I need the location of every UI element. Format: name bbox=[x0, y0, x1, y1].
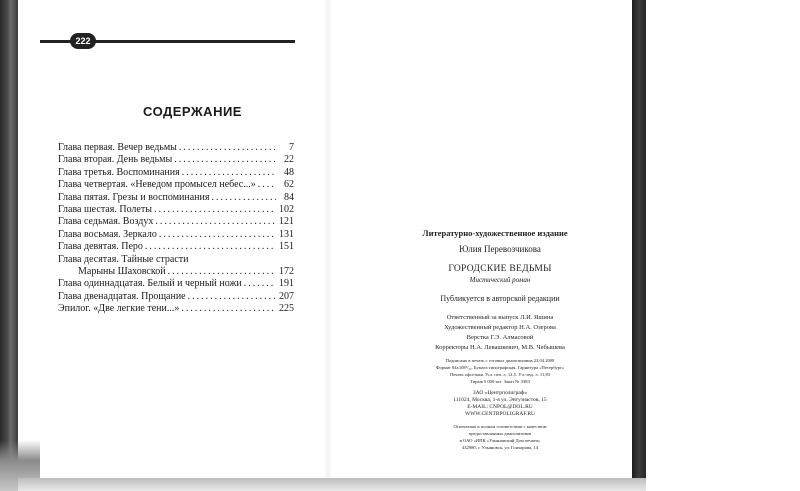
toc-leader-dots bbox=[211, 192, 276, 204]
toc-entry bbox=[58, 192, 294, 204]
toc-entry-page: 207 bbox=[279, 290, 294, 302]
toc-entry-page: 22 bbox=[284, 154, 294, 166]
toc-entry-page: 48 bbox=[284, 166, 294, 178]
imprint-publisher-line: 111024, Москва, 1-я ул. Энтузиастов, 15 bbox=[453, 397, 547, 403]
toc-entry bbox=[58, 179, 294, 191]
toc-leader-dots bbox=[174, 154, 276, 166]
imprint-printer-line: 432980, г. Ульяновск, ул. Гончарова, 14 bbox=[461, 445, 539, 450]
page-number: 222 bbox=[70, 33, 96, 49]
toc-entry bbox=[58, 241, 294, 253]
page-bottom-edge bbox=[18, 478, 646, 491]
toc-title: СОДЕРЖАНИЕ bbox=[143, 104, 242, 119]
toc-leader-dots bbox=[168, 266, 276, 278]
imprint-printer-line: Отпечатано в полном соответствии с качеством bbox=[453, 424, 547, 429]
toc-entry-label: Глава шестая. Полеты bbox=[58, 204, 152, 216]
toc-entry-page: 84 bbox=[284, 191, 294, 203]
imprint-publisher-line: WWW.CENTRPOLIGRAF.RU bbox=[465, 411, 535, 417]
imprint-book-title: ГОРОДСКИЕ ВЕДЬМЫ bbox=[448, 264, 552, 274]
background-right bbox=[638, 0, 800, 491]
toc-entry-page: 172 bbox=[279, 266, 294, 278]
imprint-staff-line: Корректоры Н.А. Левашкевич, М.В. Чебышева bbox=[435, 344, 565, 351]
imprint-printer-line: предоставленных диапозитивов bbox=[468, 431, 532, 436]
imprint-publisher-line: ЗАО «Центрполиграф» bbox=[472, 390, 528, 396]
imprint-subtitle: Мистический роман bbox=[469, 276, 531, 284]
imprint-author: Юлия Перевозчикова bbox=[459, 244, 541, 254]
imprint-print-line: Печать офсетная. Усл. печ. л. 12,5. Уч.-изд. л. 11,83 bbox=[449, 372, 551, 377]
imprint-genre: Литературно-художественное издание bbox=[422, 228, 568, 238]
toc-leader-dots bbox=[155, 216, 276, 228]
toc-entry-page: 225 bbox=[279, 303, 294, 315]
book-gutter bbox=[324, 0, 332, 478]
toc-entry-label: Глава первая. Вечер ведьмы bbox=[58, 142, 177, 153]
imprint-staff-line: Ответственный за выпуск Л.И. Яшина bbox=[446, 314, 554, 321]
toc-entry bbox=[58, 278, 294, 290]
imprint-print-line: Подписано в печать с готовых диапозитивов 23.04.2008 bbox=[445, 358, 555, 363]
toc-leader-dots bbox=[258, 179, 276, 191]
toc-leader-dots bbox=[145, 241, 276, 253]
toc-entry bbox=[58, 142, 294, 154]
toc-leader-dots bbox=[188, 291, 276, 303]
book-spine-left bbox=[0, 0, 18, 491]
toc-entry bbox=[58, 204, 294, 216]
toc-entry-label: Эпилог. «Две легкие тени...» bbox=[58, 303, 180, 315]
toc-entry-page: 102 bbox=[279, 204, 294, 216]
table-of-contents bbox=[58, 142, 294, 316]
toc-entry-label: Глава одиннадцатая. Белый и черный ножи bbox=[58, 278, 242, 290]
imprint-staff-line: Художественный редактор Н.А. Озерова bbox=[444, 324, 556, 331]
toc-leader-dots bbox=[159, 229, 276, 241]
toc-leader-dots bbox=[244, 278, 276, 290]
toc-entry-page: 121 bbox=[279, 216, 294, 228]
toc-entry-label: Марыны Шаховской bbox=[78, 266, 166, 278]
book-cover-edge-right bbox=[632, 0, 646, 478]
toc-entry-label: Глава седьмая. Воздух bbox=[58, 216, 154, 228]
imprint-print-line: Формат 84x108¹/₃₂. Бумага типографская. Гарнитура «Петербург» bbox=[435, 365, 565, 370]
toc-entry-label: Глава восьмая. Зеркало bbox=[58, 228, 157, 240]
imprint-publisher-line: E-MAIL: CNPOL@DOL.RU bbox=[467, 404, 533, 410]
toc-leader-dots bbox=[179, 142, 276, 154]
imprint-printer-line: в ОАО «ИПК «Ульяновский Дом печати» bbox=[459, 438, 541, 443]
toc-leader-dots bbox=[182, 167, 276, 179]
toc-entry-label: Глава двенадцатая. Прощание bbox=[58, 290, 186, 302]
toc-entry-label: Глава десятая. Тайные страсти bbox=[58, 253, 189, 265]
toc-leader-dots bbox=[154, 204, 276, 216]
toc-entry-label: Глава четвертая. «Неведом промысел небес...» bbox=[58, 179, 256, 191]
toc-entry-label: Глава девятая. Перо bbox=[58, 241, 143, 253]
toc-entry bbox=[58, 291, 294, 303]
toc-entry bbox=[58, 303, 294, 315]
toc-entry bbox=[58, 167, 294, 179]
toc-entry bbox=[58, 254, 294, 266]
toc-entry-label: Глава вторая. День ведьмы bbox=[58, 154, 173, 166]
toc-entry-page: 7 bbox=[289, 142, 294, 153]
toc-entry-page: 131 bbox=[279, 228, 294, 240]
toc-entry-label: Глава третья. Воспоминания bbox=[58, 166, 180, 178]
toc-entry-page: 62 bbox=[284, 179, 294, 191]
toc-entry bbox=[58, 216, 294, 228]
imprint-staff-line: Верстка Г.Э. Алмасовой bbox=[466, 334, 534, 341]
toc-leader-dots bbox=[181, 303, 276, 315]
imprint-edition-note: Публикуется в авторской редакции bbox=[440, 294, 560, 303]
toc-entry-page: 191 bbox=[279, 278, 294, 290]
imprint-print-line: Тираж 5 000 экз. Заказ № 3383 bbox=[470, 379, 530, 384]
toc-entry-label: Глава пятая. Грезы и воспоминания bbox=[58, 191, 210, 203]
toc-entry bbox=[58, 154, 294, 166]
toc-entry-page: 151 bbox=[279, 241, 294, 253]
toc-entry bbox=[58, 266, 294, 278]
toc-entry bbox=[58, 229, 294, 241]
